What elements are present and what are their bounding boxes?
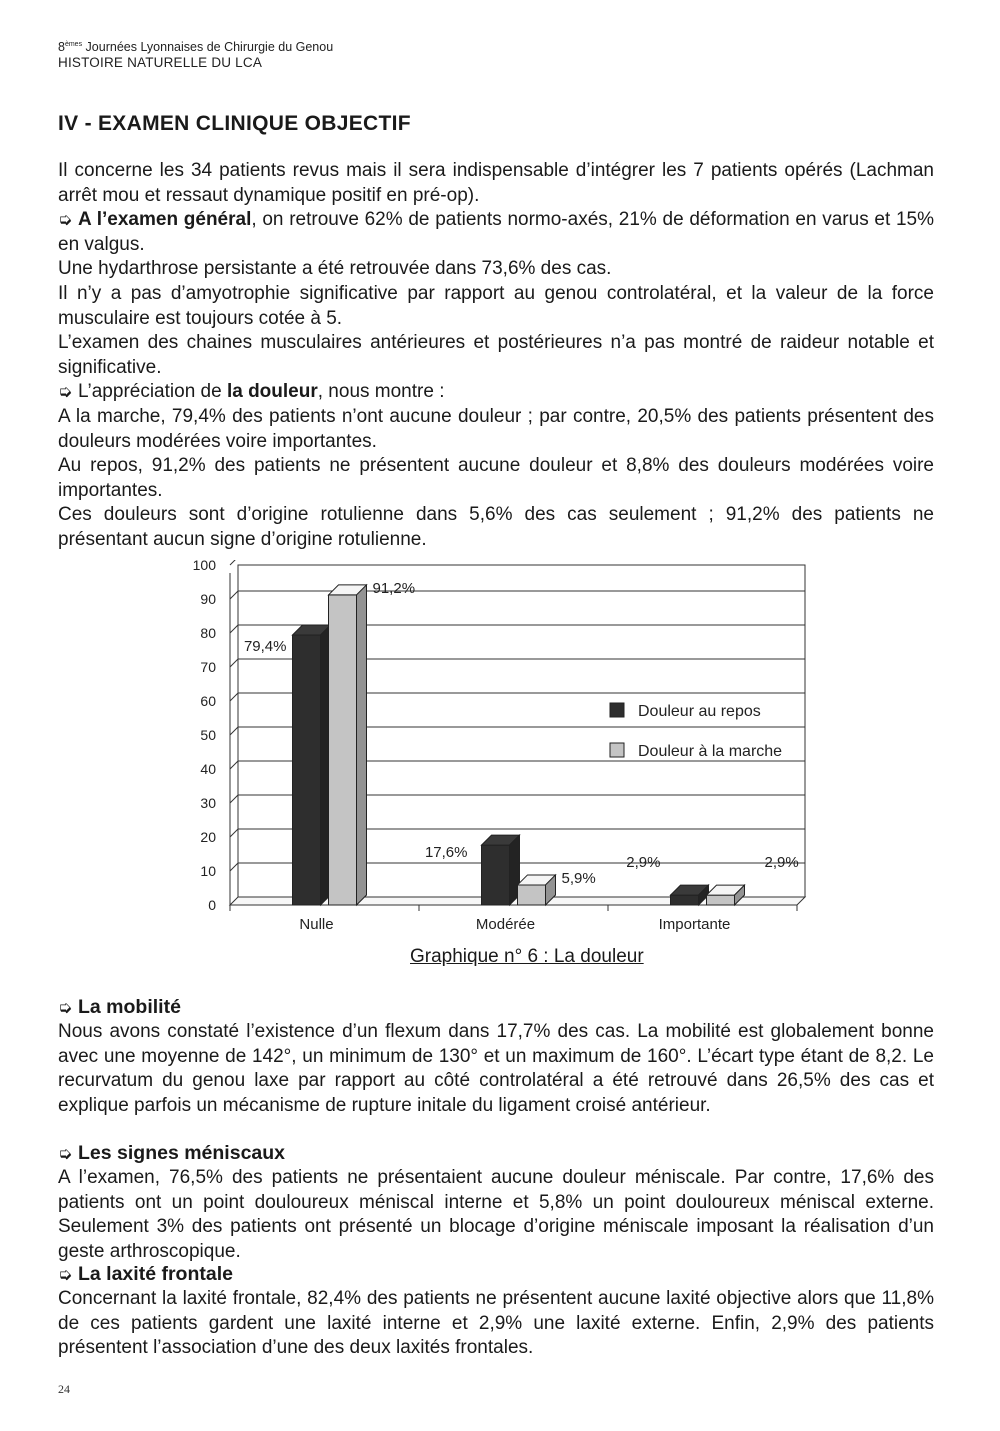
y-tick-label: 100 [192, 560, 216, 573]
paragraph-amyotrophie: Il n’y a pas d’amyotrophie significative par rapport au genou controlatéral, et la valeur de la force musculaire est toujours cotée à 5. [58, 282, 934, 329]
bar-marche-1 [518, 885, 546, 905]
exam-general-paragraph: ➭ A l’examen général, on retrouve 62% de patients normo-axés, 21% de déformation en varus et 15% en valgus. [58, 209, 934, 255]
mobilite-paragraph: Nous avons constaté l’existence d’un flexum dans 17,7% des cas. La mobilité est globalement bonne avec une moyenne de 142°, un minimum de 130° et un maximum de 160°. L’écart type étant de 8,2. Le recurvatum du genou laxe par rapport au côté controlatéral a été retrouvé dans 26,5% des cas et explique parfois un mécanisme de rupture initale du ligament croisé antérieur. [58, 1021, 934, 1116]
y-tick-label: 30 [200, 795, 216, 811]
paragraph-repos: Au repos, 91,2% des patients ne présentent aucune douleur et 8,8% des douleurs modérées voire importantes. [58, 455, 934, 501]
chart-gridline-diagonal [230, 625, 238, 633]
arrow-icon: ➭ [58, 382, 73, 402]
laxite-paragraph: Concernant la laxité frontale, 82,4% des patients ne présentent aucune laxité objective alors que 11,8% de ces patients gardent une laxité interne et 2,9% une laxité externe. Enfin, 2,9% des patients présentent l’association d’une des deux laxités frontales. [58, 1288, 934, 1359]
y-tick-label: 0 [208, 897, 216, 913]
chart-gridline-diagonal [230, 727, 238, 735]
chart-gridline-diagonal [230, 659, 238, 667]
y-tick-label: 90 [200, 591, 216, 607]
meniscaux-paragraph: A l’examen, 76,5% des patients ne présentaient aucune douleur méniscale. Par contre, 17,6% des patients ont un point douloureux méniscal interne et 5,8% un point douloureux méniscal externe. Seulement 3% des patients ont présenté un blocage d’origine méniscale imposant la réalisation d’un geste arthroscopique. [58, 1167, 934, 1262]
legend-swatch [610, 743, 624, 757]
chart-gridline-diagonal [230, 863, 238, 871]
paragraph-hydarthrose: Une hydarthrose persistante a été retrouvée dans 73,6% des cas. [58, 258, 612, 280]
data-label: 5,9% [561, 869, 596, 887]
meniscaux-heading: ➭ Les signes méniscaux [58, 1142, 286, 1164]
body-text-top [58, 159, 934, 553]
section-title: IV - EXAMEN CLINIQUE OBJECTIF [58, 112, 411, 135]
bar-repos-2 [671, 895, 699, 905]
x-tick-label: Importante [658, 916, 731, 933]
chart-gridline-diagonal [230, 693, 238, 701]
running-header [58, 37, 333, 71]
bar-repos-0 [293, 635, 321, 905]
bar-marche-0 [329, 595, 357, 905]
bar-side-face [357, 585, 367, 905]
legend-label: Douleur à la marche [638, 743, 783, 760]
data-label: 79,4% [243, 638, 287, 656]
chart-gridline-diagonal [230, 795, 238, 803]
laxite-heading: ➭ La laxité frontale [58, 1263, 233, 1285]
legend-swatch [610, 703, 624, 717]
chart-gridline-diagonal [230, 761, 238, 769]
chart-gridline-diagonal [230, 829, 238, 837]
data-label: 17,6% [424, 844, 468, 862]
y-tick-label: 70 [200, 659, 216, 675]
bar-marche-2 [707, 895, 735, 905]
arrow-icon: ➭ [58, 998, 73, 1017]
x-tick-label: Modérée [475, 916, 536, 933]
douleur-intro-paragraph: ➭ L’appréciation de la douleur, nous montre : [58, 380, 934, 405]
header-conference: 8èmes Journées Lyonnaises de Chirurgie du Genou [58, 40, 334, 55]
paragraph-chaines: L’examen des chaines musculaires antérieures et postérieures n’a pas montré de raideur notable et significative. [58, 332, 934, 378]
arrow-icon: ➭ [58, 1144, 73, 1163]
arrow-icon: ➭ [58, 1265, 73, 1284]
chart-gridline-diagonal [230, 560, 238, 565]
x-tick-label: Nulle [299, 916, 334, 933]
legend-label: Douleur au repos [638, 703, 761, 720]
pain-bar-chart [170, 560, 830, 940]
data-label: 2,9% [764, 854, 799, 872]
y-tick-label: 80 [200, 625, 216, 641]
page-number: 24 [58, 1382, 70, 1396]
chart-gridline-diagonal [230, 591, 238, 599]
y-tick-label: 50 [200, 727, 216, 743]
mobilite-heading: ➭ La mobilité [58, 996, 181, 1018]
y-tick-label: 40 [200, 761, 216, 777]
y-tick-label: 60 [200, 693, 216, 709]
bar-repos-1 [482, 845, 510, 905]
arrow-icon: ➭ [58, 210, 73, 230]
data-label: 2,9% [626, 854, 661, 872]
intro-paragraph: Il concerne les 34 patients revus mais il sera indispensable d’intégrer les 7 patients opérés (Lachman arrêt mou et ressaut dynamique positif en pré-op). [58, 160, 934, 206]
chart-caption: Graphique n° 6 : La douleur [410, 946, 644, 967]
header-topic: HISTOIRE NATURELLE DU LCA [58, 55, 263, 71]
paragraph-rotulienne: Ces douleurs sont d’origine rotulienne dans 5,6% des cas seulement ; 91,2% des patients ne présentant aucun signe d’origine rotulienne. [58, 504, 934, 550]
y-tick-label: 10 [200, 863, 216, 879]
y-tick-label: 20 [200, 829, 216, 845]
paragraph-marche: A la marche, 79,4% des patients n’ont aucune douleur ; par contre, 20,5% des patients présentent des douleurs modérées voire importantes. [58, 405, 934, 452]
data-label: 91,2% [372, 579, 416, 597]
